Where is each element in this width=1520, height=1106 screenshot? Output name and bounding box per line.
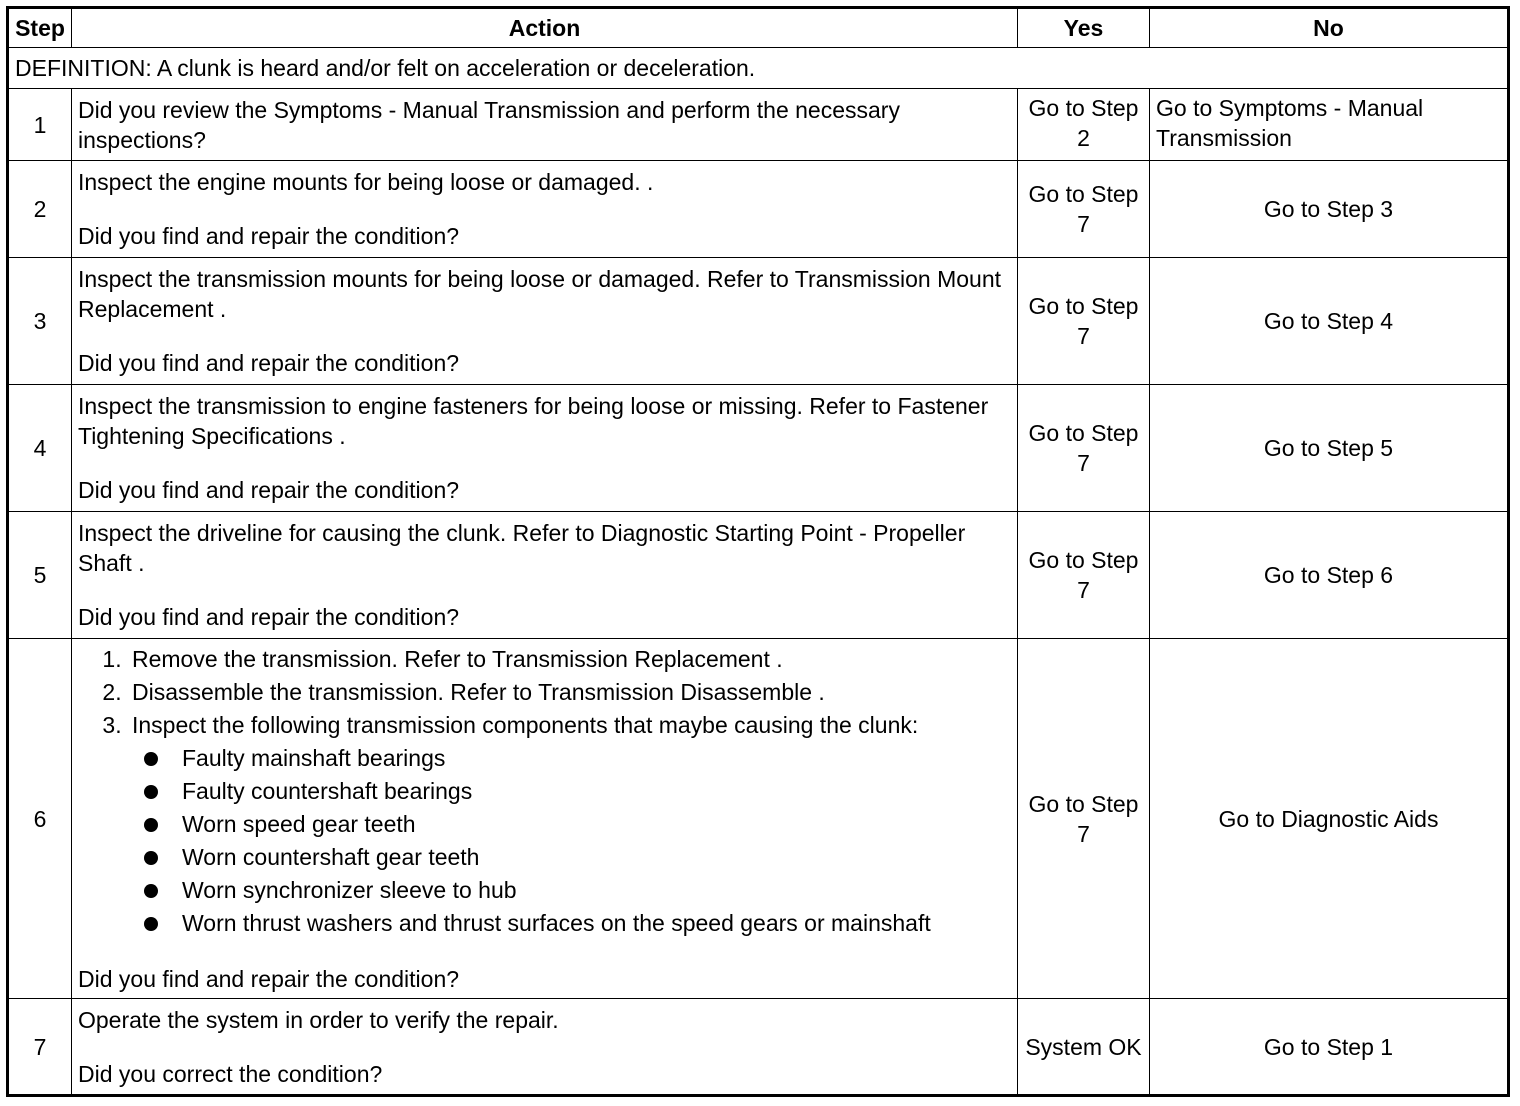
action-cell: [72, 385, 1018, 512]
substep-item: 1. Remove the transmission. Refer to Transmission Replacement .: [128, 643, 1011, 676]
list-item: Worn countershaft gear teeth: [176, 841, 1011, 874]
step-number: 1: [8, 89, 72, 161]
table-row: [8, 385, 1509, 512]
question-text: Did you find and repair the condition?: [78, 223, 460, 249]
table-row: [8, 258, 1509, 385]
action-text: Inspect the driveline for causing the clunk. Refer to Diagnostic Starting Point - Propeller Shaft .: [78, 520, 966, 576]
header-yes: Yes: [1018, 8, 1150, 48]
yes-cell: Go to Step 7: [1018, 512, 1150, 639]
yes-cell: Go to Step 2: [1018, 89, 1150, 161]
substep-item: [128, 709, 1011, 940]
substep-text: Inspect the following transmission components that maybe causing the clunk:: [132, 712, 919, 738]
question-text: Did you find and repair the condition?: [78, 604, 460, 630]
yes-cell: System OK: [1018, 999, 1150, 1096]
definition-text: DEFINITION: A clunk is heard and/or felt on acceleration or deceleration.: [8, 48, 1509, 89]
diagnostic-table: [6, 6, 1510, 1097]
list-item: Faulty countershaft bearings: [176, 775, 1011, 808]
question-text: Did you find and repair the condition?: [78, 350, 460, 376]
action-cell: [72, 999, 1018, 1096]
list-item: Worn speed gear teeth: [176, 808, 1011, 841]
table-row: [8, 89, 1509, 161]
table-row: [8, 999, 1509, 1096]
table-row: [8, 161, 1509, 258]
action-text: Did you review the Symptoms - Manual Transmission and perform the necessary inspections?: [72, 89, 1018, 161]
question-text: Did you correct the condition?: [78, 1060, 383, 1087]
list-item: Worn thrust washers and thrust surfaces on the speed gears or mainshaft: [176, 907, 1011, 940]
no-cell: Go to Diagnostic Aids: [1150, 639, 1509, 999]
header-row: [8, 8, 1509, 48]
no-cell: Go to Step 1: [1150, 999, 1509, 1096]
table-row: [8, 512, 1509, 639]
table-row: [8, 639, 1509, 999]
step-number: 2: [8, 161, 72, 258]
action-text: Inspect the transmission mounts for being loose or damaged. Refer to Transmission Mount Replacement .: [78, 266, 1002, 322]
substep-list: [78, 643, 1011, 940]
no-cell: Go to Symptoms - Manual Transmission: [1150, 89, 1509, 161]
component-list: [132, 742, 1011, 940]
action-cell: [72, 639, 1018, 999]
substep-item: 2. Disassemble the transmission. Refer to Transmission Disassemble .: [128, 676, 1011, 709]
action-text: Inspect the engine mounts for being loose or damaged. .: [78, 169, 654, 195]
step-number: 4: [8, 385, 72, 512]
question-text: Did you find and repair the condition?: [78, 477, 460, 503]
step-number: 7: [8, 999, 72, 1096]
action-text: Operate the system in order to verify the repair.: [78, 1006, 559, 1033]
yes-cell: Go to Step 7: [1018, 639, 1150, 999]
header-step: Step: [8, 8, 72, 48]
yes-cell: Go to Step 7: [1018, 385, 1150, 512]
header-action: Action: [72, 8, 1018, 48]
yes-cell: Go to Step 7: [1018, 161, 1150, 258]
list-item: Faulty mainshaft bearings: [176, 742, 1011, 775]
definition-row: [8, 48, 1509, 89]
header-no: No: [1150, 8, 1509, 48]
no-cell: Go to Step 6: [1150, 512, 1509, 639]
question-text: Did you find and repair the condition?: [78, 966, 460, 992]
no-cell: Go to Step 3: [1150, 161, 1509, 258]
list-item: Worn synchronizer sleeve to hub: [176, 874, 1011, 907]
yes-cell: Go to Step 7: [1018, 258, 1150, 385]
action-cell: [72, 161, 1018, 258]
no-cell: Go to Step 5: [1150, 385, 1509, 512]
step-number: 5: [8, 512, 72, 639]
no-cell: Go to Step 4: [1150, 258, 1509, 385]
action-cell: [72, 258, 1018, 385]
step-number: 3: [8, 258, 72, 385]
action-text: Inspect the transmission to engine fasteners for being loose or missing. Refer to Fastener Tightening Specifications .: [78, 393, 989, 449]
action-cell: [72, 512, 1018, 639]
step-number: 6: [8, 639, 72, 999]
